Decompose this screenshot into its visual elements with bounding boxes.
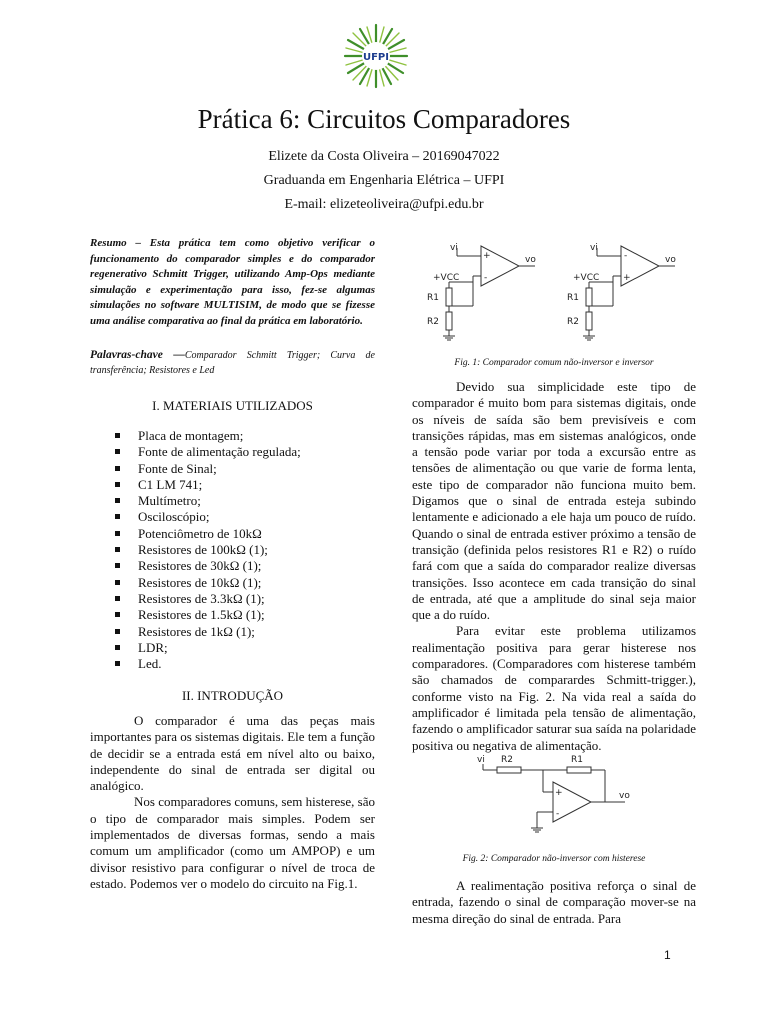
fig1-label-vi: vi — [590, 243, 598, 253]
ufpi-logo — [342, 22, 410, 90]
fig2-label-vi: vi — [477, 755, 485, 765]
paragraph: A realimentação positiva reforça o sinal de entrada, fazendo o sinal de comparação mover-se na mesma direção do sinal de entrada. Para — [412, 878, 696, 926]
right-column-body — [412, 379, 696, 754]
paragraph: Nos comparadores comuns, sem histerese, são o tipo de comparador mais simples. Podem ser implementados de diversas formas, sendo a mais comum um amplificador (como um AMPOP) e um divisor resistivo para configurar o nível de troca de estado. Podemos ver o modelo do circuito na Fig.1. — [90, 794, 375, 891]
fig1-label-vo: vo — [665, 255, 676, 265]
list-item: Resistores de 1kΩ (1); — [90, 624, 375, 640]
fig1-label-vcc: +VCC — [573, 273, 600, 283]
figure-1-caption: Fig. 1: Comparador comum não-inversor e inversor — [454, 358, 654, 368]
paragraph: Para evitar este problema utilizamos realimentação positiva para gerar histerese nos comparadores. (Comparadores com histerese também são chamados de comparardes Schmitt-trigger.), conforme visto na Fig. 2. Na vida real a saída do amplificador é limitada pela tensão de alimentação, fazendo o amplificador saturar sua saída na polaridade positiva ou negativa de alimentação. — [412, 623, 696, 753]
keywords — [90, 348, 375, 378]
logo-text: UFPI — [362, 52, 390, 63]
materials-list — [90, 428, 375, 672]
list-item: Resistores de 10kΩ (1); — [90, 575, 375, 591]
fig1-label-vcc: +VCC — [433, 273, 460, 283]
fig1-label-vi: vi — [450, 243, 458, 253]
section-heading-materials: I. MATERIAIS UTILIZADOS — [152, 398, 313, 413]
fig1-label-r2: R2 — [567, 317, 579, 327]
page-title: Prática 6: Circuitos Comparadores — [197, 104, 571, 134]
right-column-body-continued — [412, 878, 696, 927]
fig1-label-r2: R2 — [427, 317, 439, 327]
list-item: Fonte de Sinal; — [90, 461, 375, 477]
fig1-label-plus: + — [623, 273, 631, 283]
list-item: C1 LM 741; — [90, 477, 375, 493]
list-item: Resistores de 1.5kΩ (1); — [90, 607, 375, 623]
fig1-label-r1: R1 — [427, 293, 439, 303]
introduction-body — [90, 713, 375, 892]
fig1-label-plus: + — [483, 251, 491, 261]
fig1-label-minus: - — [484, 273, 488, 283]
list-item: Osciloscópio; — [90, 509, 375, 525]
fig2-label-minus: - — [556, 809, 560, 819]
list-item: Resistores de 30kΩ (1); — [90, 558, 375, 574]
affiliation-line: Graduanda em Engenharia Elétrica – UFPI — [263, 173, 505, 188]
fig2-label-plus: + — [555, 788, 563, 798]
list-item: Potenciômetro de 10kΩ — [90, 526, 375, 542]
fig1-label-r1: R1 — [567, 293, 579, 303]
list-item: Resistores de 100kΩ (1); — [90, 542, 375, 558]
figure-2-caption: Fig. 2: Comparador não-inversor com histerese — [462, 854, 646, 864]
list-item: Resistores de 3.3kΩ (1); — [90, 591, 375, 607]
paragraph: Devido sua simplicidade este tipo de comparador é muito bom para sistemas digitais, onde os níveis de saída são bem previsíveis e com transições rápidas, mas em sistemas analógicos, onde a tensão pode variar por toda a excursão entre as tensões de alimentação ou que varie de forma lenta, este tipo de comparador não funciona muito bem. Digamos que o sinal de entrada esteja subindo lentamente e adicionado a ele haja um pouco de ruído. Quando o sinal de entrada estiver próximo a tensão de transição (definida pelos resistores R1 e R2) o ruído fará com que a saída do comparador realize diversas transições. Isso acontece em cada transição do sinal de entrada, até que a amplitude do sinal seja maior que a do ruído. — [412, 379, 696, 623]
abstract: Resumo – Esta prática tem como objetivo verificar o funcionamento do comparador simples e do comparador regenerativo Schmitt Trigger, utilizando Amp-Ops mediante simulação e experimentação para isso, fez-se algumas simulações no software MULTISIM, de modo que se fizesse uma análise comparativa ao final da prática em laboratório. — [90, 237, 375, 327]
email-line: E-mail: elizeteoliveira@ufpi.edu.br — [284, 197, 484, 212]
list-item: Fonte de alimentação regulada; — [90, 444, 375, 460]
list-item: Multímetro; — [90, 493, 375, 509]
keywords-text: Comparador Schmitt Trigger; Curva de transferência; Resistores e Led — [90, 350, 375, 376]
fig2-label-r2: R2 — [501, 755, 513, 765]
fig1-label-vo: vo — [525, 255, 536, 265]
fig2-label-vo: vo — [619, 791, 630, 801]
list-item: Placa de montagem; — [90, 428, 375, 444]
section-heading-introduction: II. INTRODUÇÃO — [181, 688, 284, 703]
author-line: Elizete da Costa Oliveira – 20169047022 — [268, 149, 500, 164]
fig2-label-r1: R1 — [571, 755, 583, 765]
list-item: LDR; — [90, 640, 375, 656]
paragraph: O comparador é uma das peças mais importantes para os sistemas digitais. Ele tem a função de decidir se a entrada está em nível alto ou baixo, independente do sinal de entrada ser digital ou analógico. — [90, 713, 375, 794]
fig1-label-minus: - — [624, 251, 628, 261]
figure-1-circuit — [425, 236, 695, 348]
keywords-label: Palavras-chave — — [90, 349, 185, 361]
figure-2-circuit — [475, 752, 693, 842]
list-item: Led. — [90, 656, 375, 672]
page-number: 1 — [664, 948, 671, 962]
